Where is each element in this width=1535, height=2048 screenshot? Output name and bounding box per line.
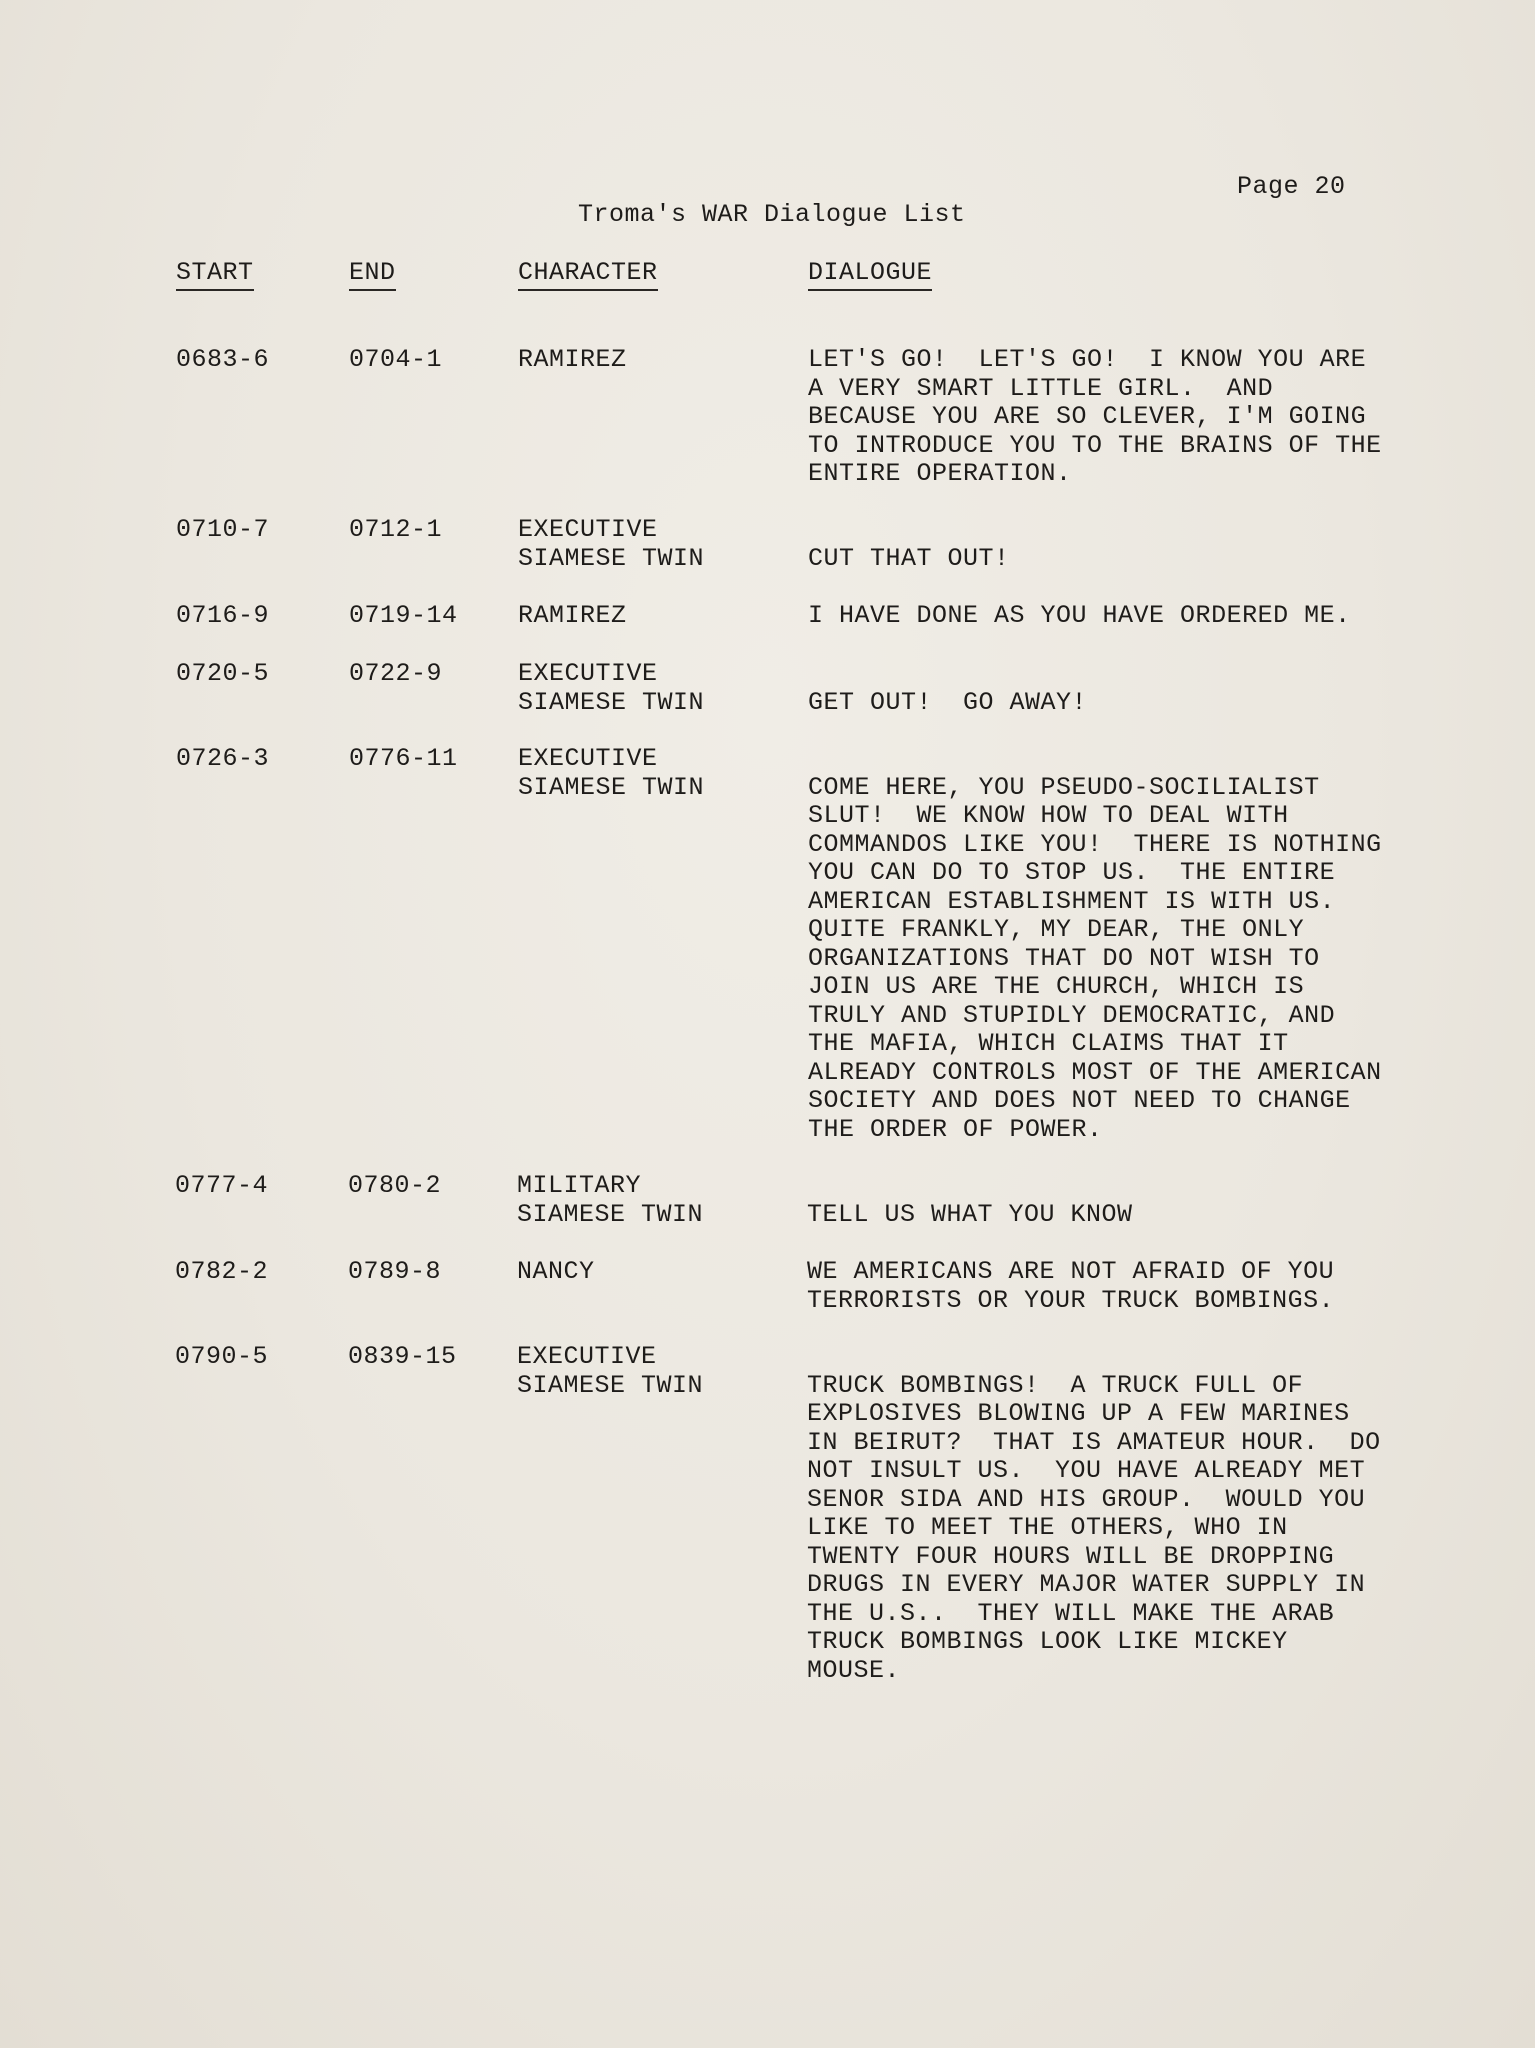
dialogue-line: SOCIETY AND DOES NOT NEED TO CHANGE <box>808 1086 1351 1115</box>
dialogue-line: THE ORDER OF POWER. <box>808 1114 1103 1144</box>
end-timecode: 0789-8 <box>348 1257 442 1286</box>
dialogue-line: TRUCK BOMBINGS LOOK LIKE MICKEY <box>807 1627 1288 1656</box>
dialogue-line: TRULY AND STUPIDLY DEMOCRATIC, AND <box>808 1000 1336 1030</box>
end-timecode: 0719-14 <box>349 601 458 630</box>
dialogue-line: CUT THAT OUT! <box>808 543 1010 573</box>
character-name-line: RAMIREZ <box>518 345 627 374</box>
character-name <box>518 346 627 375</box>
character-name-line: SIAMESE TWIN <box>518 687 705 717</box>
dialogue-line: WE AMERICANS ARE NOT AFRAID OF YOU <box>807 1257 1335 1286</box>
dialogue-line: IN BEIRUT? THAT IS AMATEUR HOUR. DO <box>807 1427 1381 1457</box>
dialogue-line: LET'S GO! LET'S GO! I KNOW YOU ARE <box>808 345 1367 374</box>
character-name-line: EXECUTIVE <box>517 1342 657 1371</box>
page-title: Troma's WAR Dialogue List <box>578 200 966 229</box>
character-name-line: EXECUTIVE <box>518 515 658 544</box>
end-timecode: 0839-15 <box>348 1342 457 1371</box>
end-timecode: 0722-9 <box>349 659 443 688</box>
dialogue-line: COME HERE, YOU PSEUDO-SOCILIALIST <box>808 772 1320 802</box>
character-name <box>518 602 627 631</box>
character-name-line: SIAMESE TWIN <box>517 1199 704 1229</box>
dialogue-line: SENOR SIDA AND HIS GROUP. WOULD YOU <box>807 1484 1366 1514</box>
dialogue-line: MOUSE. <box>807 1655 901 1685</box>
character-name-line: EXECUTIVE <box>518 744 658 773</box>
character-name-line: NANCY <box>517 1257 595 1286</box>
character-name-line: RAMIREZ <box>518 601 627 630</box>
header-character: CHARACTER <box>518 258 658 291</box>
dialogue-line: TERRORISTS OR YOUR TRUCK BOMBINGS. <box>807 1285 1335 1315</box>
start-timecode: 0683-6 <box>176 345 270 374</box>
dialogue-line: THE MAFIA, WHICH CLAIMS THAT IT <box>808 1029 1289 1058</box>
dialogue-text <box>807 1258 1334 1315</box>
dialogue-text <box>808 689 1087 718</box>
dialogue-line: EXPLOSIVES BLOWING UP A FEW MARINES <box>807 1399 1350 1428</box>
dialogue-text <box>808 346 1382 489</box>
dialogue-line: TO INTRODUCE YOU TO THE BRAINS OF THE <box>808 430 1382 460</box>
dialogue-line: TELL US WHAT YOU KNOW <box>807 1199 1133 1229</box>
character-name-line: EXECUTIVE <box>518 659 658 688</box>
dialogue-line: AMERICAN ESTABLISHMENT IS WITH US. <box>808 886 1336 916</box>
dialogue-line: GET OUT! GO AWAY! <box>808 687 1088 717</box>
dialogue-line: SLUT! WE KNOW HOW TO DEAL WITH <box>808 801 1289 830</box>
dialogue-line: YOU CAN DO TO STOP US. THE ENTIRE <box>808 858 1336 887</box>
header-dialogue: DIALOGUE <box>808 258 932 291</box>
character-name <box>517 1258 595 1287</box>
dialogue-line: NOT INSULT US. YOU HAVE ALREADY MET <box>807 1456 1366 1485</box>
start-timecode: 0782-2 <box>175 1257 269 1286</box>
start-timecode: 0720-5 <box>176 659 270 688</box>
dialogue-line: ORGANIZATIONS THAT DO NOT WISH TO <box>808 943 1320 973</box>
dialogue-text <box>808 774 1382 1145</box>
start-timecode: 0790-5 <box>175 1342 269 1371</box>
dialogue-line: JOIN US ARE THE CHURCH, WHICH IS <box>808 972 1305 1001</box>
character-name-line: MILITARY <box>517 1171 642 1200</box>
dialogue-line: ALREADY CONTROLS MOST OF THE AMERICAN <box>808 1057 1382 1087</box>
end-timecode: 0712-1 <box>349 515 443 544</box>
dialogue-text <box>808 602 1351 631</box>
dialogue-line: I HAVE DONE AS YOU HAVE ORDERED ME. <box>808 601 1351 630</box>
character-name <box>517 1343 703 1400</box>
start-timecode: 0777-4 <box>175 1171 269 1200</box>
dialogue-line: BECAUSE YOU ARE SO CLEVER, I'M GOING <box>808 402 1367 431</box>
dialogue-line: DRUGS IN EVERY MAJOR WATER SUPPLY IN <box>807 1570 1366 1599</box>
page-number: Page 20 <box>1237 172 1346 201</box>
character-name <box>518 660 704 717</box>
character-name <box>518 745 704 802</box>
dialogue-line: A VERY SMART LITTLE GIRL. AND <box>808 373 1274 403</box>
dialogue-line: QUITE FRANKLY, MY DEAR, THE ONLY <box>808 915 1305 944</box>
dialogue-line: ENTIRE OPERATION. <box>808 459 1072 488</box>
dialogue-text <box>807 1201 1133 1230</box>
dialogue-text <box>808 545 1010 574</box>
start-timecode: 0726-3 <box>176 744 270 773</box>
dialogue-line: COMMANDOS LIKE YOU! THERE IS NOTHING <box>808 829 1382 859</box>
character-name <box>517 1172 703 1229</box>
dialogue-line: THE U.S.. THEY WILL MAKE THE ARAB <box>807 1598 1335 1628</box>
character-name <box>518 516 704 573</box>
start-timecode: 0710-7 <box>176 515 270 544</box>
character-name-line: SIAMESE TWIN <box>518 772 705 802</box>
dialogue-line: TRUCK BOMBINGS! A TRUCK FULL OF <box>807 1370 1304 1400</box>
character-name-line: SIAMESE TWIN <box>518 543 705 573</box>
character-name-line: SIAMESE TWIN <box>517 1370 704 1400</box>
start-timecode: 0716-9 <box>176 601 270 630</box>
dialogue-line: TWENTY FOUR HOURS WILL BE DROPPING <box>807 1541 1335 1571</box>
end-timecode: 0704-1 <box>349 345 443 374</box>
header-end: END <box>349 258 396 291</box>
end-timecode: 0780-2 <box>348 1171 442 1200</box>
dialogue-text <box>807 1372 1381 1686</box>
header-start: START <box>176 258 254 291</box>
dialogue-line: LIKE TO MEET THE OTHERS, WHO IN <box>807 1513 1288 1542</box>
end-timecode: 0776-11 <box>349 744 458 773</box>
